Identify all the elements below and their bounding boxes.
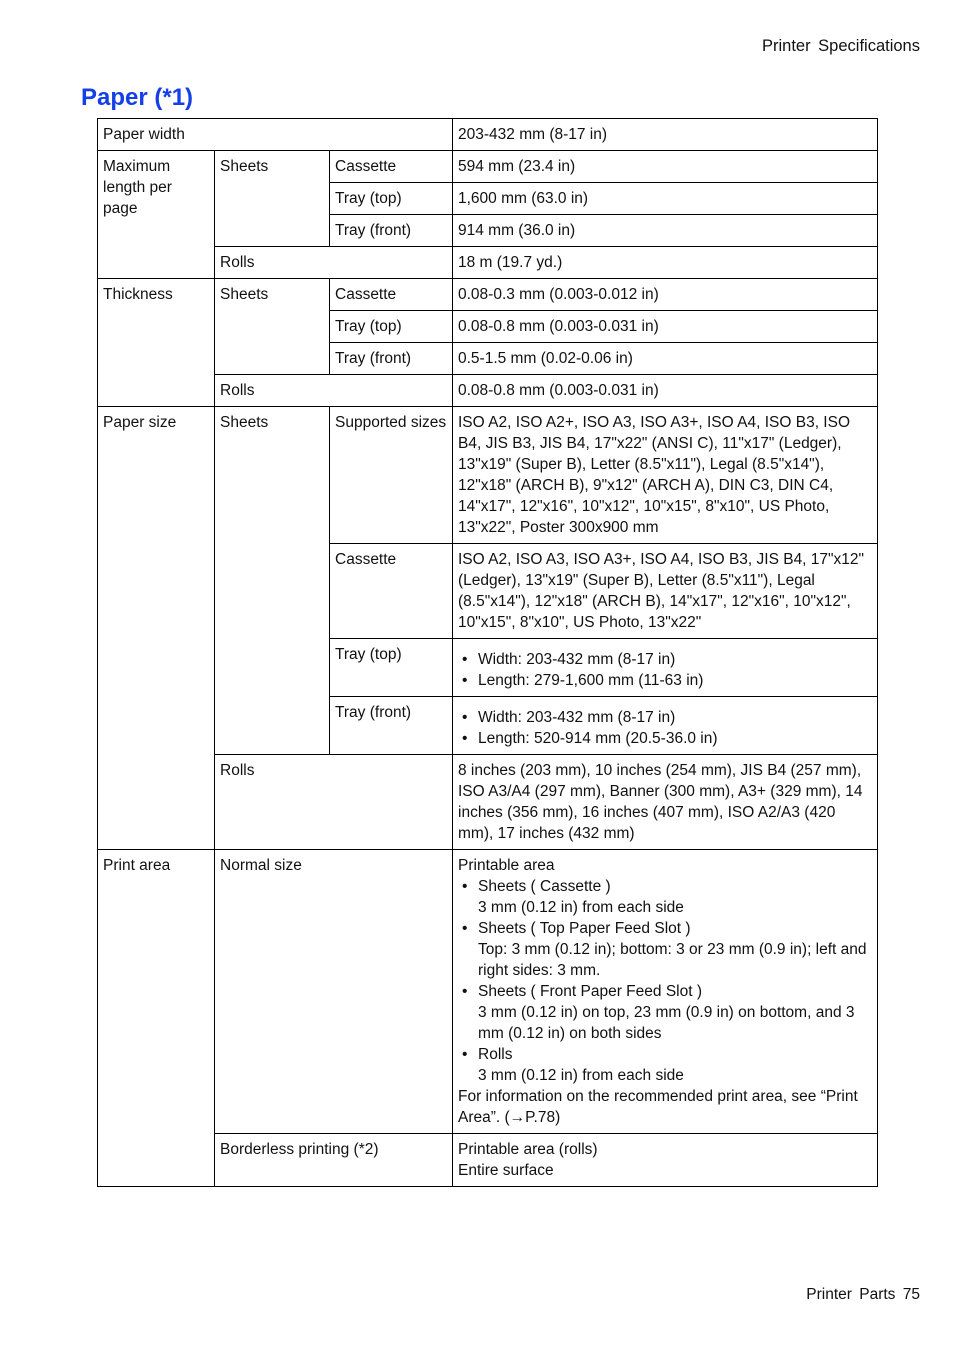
table-row [98,151,878,183]
row-label: Paper size [98,407,215,850]
borderless-line: Entire surface [458,1162,554,1179]
row-value: 18 m (19.7 yd.) [453,247,878,279]
table-row [98,247,878,279]
source-label: Tray (top) [330,183,453,215]
row-label: Paper width [98,119,453,151]
footer-section: Printer Parts [806,1286,896,1303]
list-item: • Length: 279-1,600 mm (11-63 in) [458,670,872,691]
paper-spec-table [97,118,878,1187]
list-item-detail: Top: 3 mm (0.12 in); bottom: 3 or 23 mm (0.9 in); left and right sides: 3 mm. [478,941,867,979]
row-value [453,697,878,755]
row-value [453,639,878,697]
list-item-detail: 3 mm (0.12 in) from each side [478,1067,684,1084]
section-title: Paper (*1) [81,84,194,111]
sub-label: Rolls [215,755,453,850]
row-label: Thickness [98,279,215,407]
table-row [98,1134,878,1187]
list-item-head: • Sheets ( Front Paper Feed Slot ) [478,983,702,1000]
source-label: Tray (top) [330,311,453,343]
row-value: 203-432 mm (8-17 in) [453,119,878,151]
table-row [98,755,878,850]
list-item [458,876,872,918]
table-row [98,119,878,151]
row-value: 1,600 mm (63.0 in) [453,183,878,215]
list-item [458,1044,872,1086]
source-label: Cassette [330,151,453,183]
sub-label: Sheets [215,407,330,755]
list-item: • Width: 203-432 mm (8-17 in) [458,707,872,728]
source-label: Tray (front) [330,343,453,375]
row-value: 914 mm (36.0 in) [453,215,878,247]
list-item-head: • Rolls [478,1046,513,1063]
page-number: 75 [902,1286,920,1303]
row-value: 0.08-0.8 mm (0.003-0.031 in) [453,311,878,343]
bullet-list [458,876,872,1086]
row-value: ISO A2, ISO A2+, ISO A3, ISO A3+, ISO A4, ISO B3, ISO B4, JIS B3, JIS B4, 17"x22" (ANSI C), 11"x17" (Ledger), 13"x19" (Super B), Letter (8.5"x11"), Legal (8.5"x14"), 12"x18" (ARCH B), 9"x12" (ARCH A), DIN C3, DIN C4, 14"x17", 12"x16", 10"x12", 10"x15", 8"x10", US Photo, 13"x22", Poster 300x900 mm [453,407,878,544]
list-item [458,918,872,981]
sub-label: Sheets [215,279,330,375]
row-label: Print area [98,850,215,1187]
list-item [458,981,872,1044]
sub-label: Rolls [215,375,453,407]
row-value: 594 mm (23.4 in) [453,151,878,183]
sub-label: Sheets [215,151,330,247]
list-item: • Length: 520-914 mm (20.5-36.0 in) [458,728,872,749]
sub-label: Rolls [215,247,453,279]
list-item-head: • Sheets ( Top Paper Feed Slot ) [478,920,691,937]
row-label: Maximum length per page [98,151,215,279]
row-value: ISO A2, ISO A3, ISO A3+, ISO A4, ISO B3, JIS B4, 17"x12" (Ledger), 13"x19" (Super B), Letter (8.5"x11"), Legal (8.5"x14"), 12"x18" (ARCH B), 14"x17", 12"x16", 10"x12", 10"x15", 8"x10", US Photo, 13"x22" [453,544,878,639]
bullet-list [458,649,872,691]
list-item: • Width: 203-432 mm (8-17 in) [458,649,872,670]
table-row [98,407,878,544]
row-value: 0.08-0.3 mm (0.003-0.012 in) [453,279,878,311]
source-label: Tray (front) [330,697,453,755]
sub-label: Normal size [215,850,453,1134]
row-value: 0.08-0.8 mm (0.003-0.031 in) [453,375,878,407]
source-label: Cassette [330,544,453,639]
row-value: 8 inches (203 mm), 10 inches (254 mm), JIS B4 (257 mm), ISO A3/A4 (297 mm), Banner (300 mm), A3+ (329 mm), 14 inches (356 mm), 16 inches (407 mm), ISO A2/A3 (420 mm), 17 inches (432 mm) [453,755,878,850]
running-footer [806,1286,920,1304]
running-header: Printer Specifications [762,37,920,55]
table-row [98,279,878,311]
borderless-line: Printable area (rolls) [458,1141,598,1158]
table-row [98,375,878,407]
list-item-detail: 3 mm (0.12 in) from each side [478,899,684,916]
table-row [98,850,878,1134]
list-item-detail: 3 mm (0.12 in) on top, 23 mm (0.9 in) on bottom, and 3 mm (0.12 in) on both sides [478,1004,855,1042]
source-label: Supported sizes [330,407,453,544]
row-value [453,1134,878,1187]
sub-label: Borderless printing (*2) [215,1134,453,1187]
printable-area-heading: Printable area [458,857,555,874]
row-value: 0.5-1.5 mm (0.02-0.06 in) [453,343,878,375]
source-label: Tray (front) [330,215,453,247]
list-item-head: • Sheets ( Cassette ) [478,878,611,895]
source-label: Tray (top) [330,639,453,697]
bullet-list [458,707,872,749]
source-label: Cassette [330,279,453,311]
print-area-reference[interactable]: For information on the recommended print area, see “Print Area”. (→P.78) [458,1088,858,1126]
row-value [453,850,878,1134]
